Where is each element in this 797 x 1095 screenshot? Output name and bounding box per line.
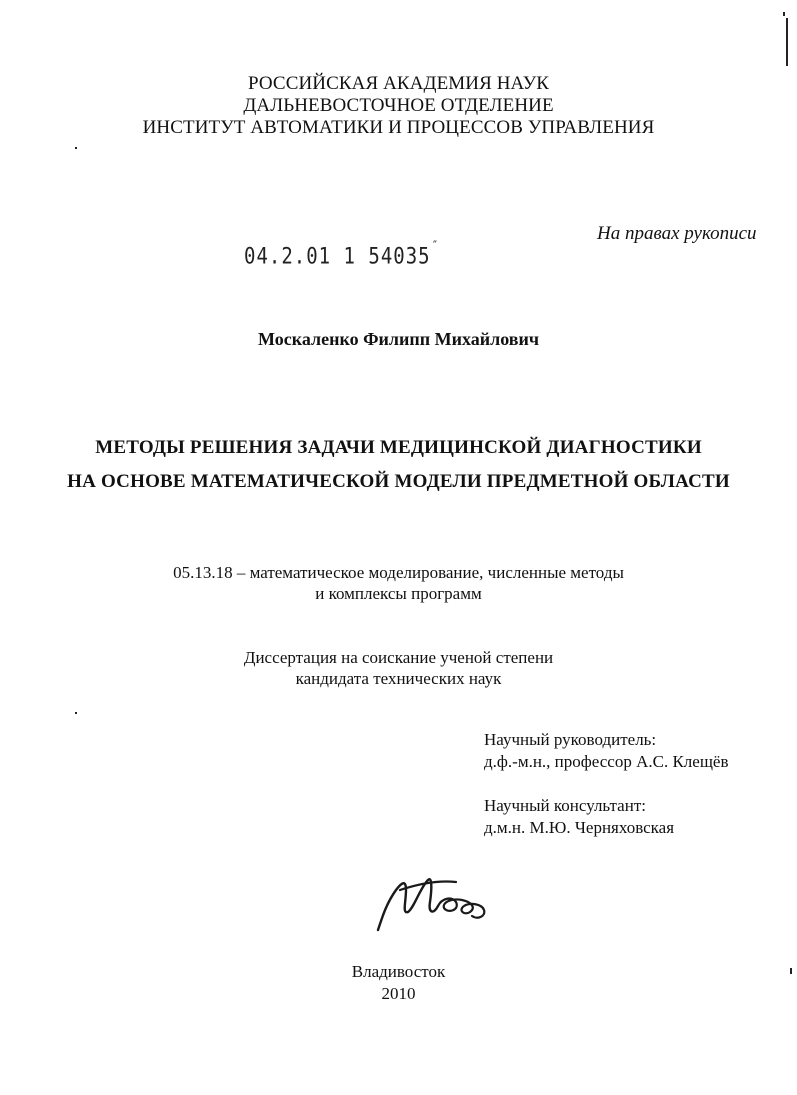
specialty [0, 562, 797, 604]
title-line-1: МЕТОДЫ РЕШЕНИЯ ЗАДАЧИ МЕДИЦИНСКОЙ ДИАГНОСТИКИ [95, 437, 702, 458]
advisor-label: Научный руководитель: [484, 730, 657, 749]
scan-dot-left-2 [75, 712, 77, 714]
degree-line-1: Диссертация на соискание ученой степени [243, 648, 554, 667]
signature [372, 868, 502, 938]
scientific-consultant [484, 795, 674, 839]
manuscript-rights-note: На правах рукописи [597, 223, 757, 244]
stamp-number: 04.2.01 1 54035 [244, 243, 431, 270]
consultant-label: Научный консультант: [484, 796, 646, 815]
org-academy: РОССИЙСКАЯ АКАДЕМИЯ НАУК [247, 73, 550, 94]
city-and-year [0, 961, 797, 1005]
scientific-advisor [484, 729, 729, 773]
title-line-2: НА ОСНОВЕ МАТЕМАТИЧЕСКОЙ МОДЕЛИ ПРЕДМЕТНОЙ ОБЛАСТИ [67, 471, 730, 492]
consultant-name: д.м.н. М.Ю. Черняховская [484, 818, 675, 837]
specialty-line-2: и комплексы программ [315, 584, 482, 603]
scan-mark-top-right [783, 12, 785, 16]
degree-line-2: кандидата технических наук [295, 669, 502, 688]
dissertation-title [0, 431, 797, 499]
year: 2010 [381, 984, 416, 1003]
specialty-line-1: 05.13.18 – математическое моделирование, численные методы [173, 563, 624, 582]
advisor-name: д.ф.-м.н., профессор А.С. Клещёв [484, 752, 729, 771]
degree-statement [0, 647, 797, 689]
scan-dot-left-1 [75, 147, 77, 149]
organization-header [0, 73, 797, 139]
scan-mark-right-edge [786, 18, 788, 66]
org-branch: ДАЛЬНЕВОСТОЧНОЕ ОТДЕЛЕНИЕ [243, 95, 554, 116]
city: Владивосток [351, 962, 446, 981]
registration-stamp: 04.2.01 1 54035″ [244, 238, 440, 270]
org-institute: ИНСТИТУТ АВТОМАТИКИ И ПРОЦЕССОВ УПРАВЛЕНИЯ [142, 117, 655, 138]
author-name: Москаленко Филипп Михайлович [257, 329, 540, 349]
